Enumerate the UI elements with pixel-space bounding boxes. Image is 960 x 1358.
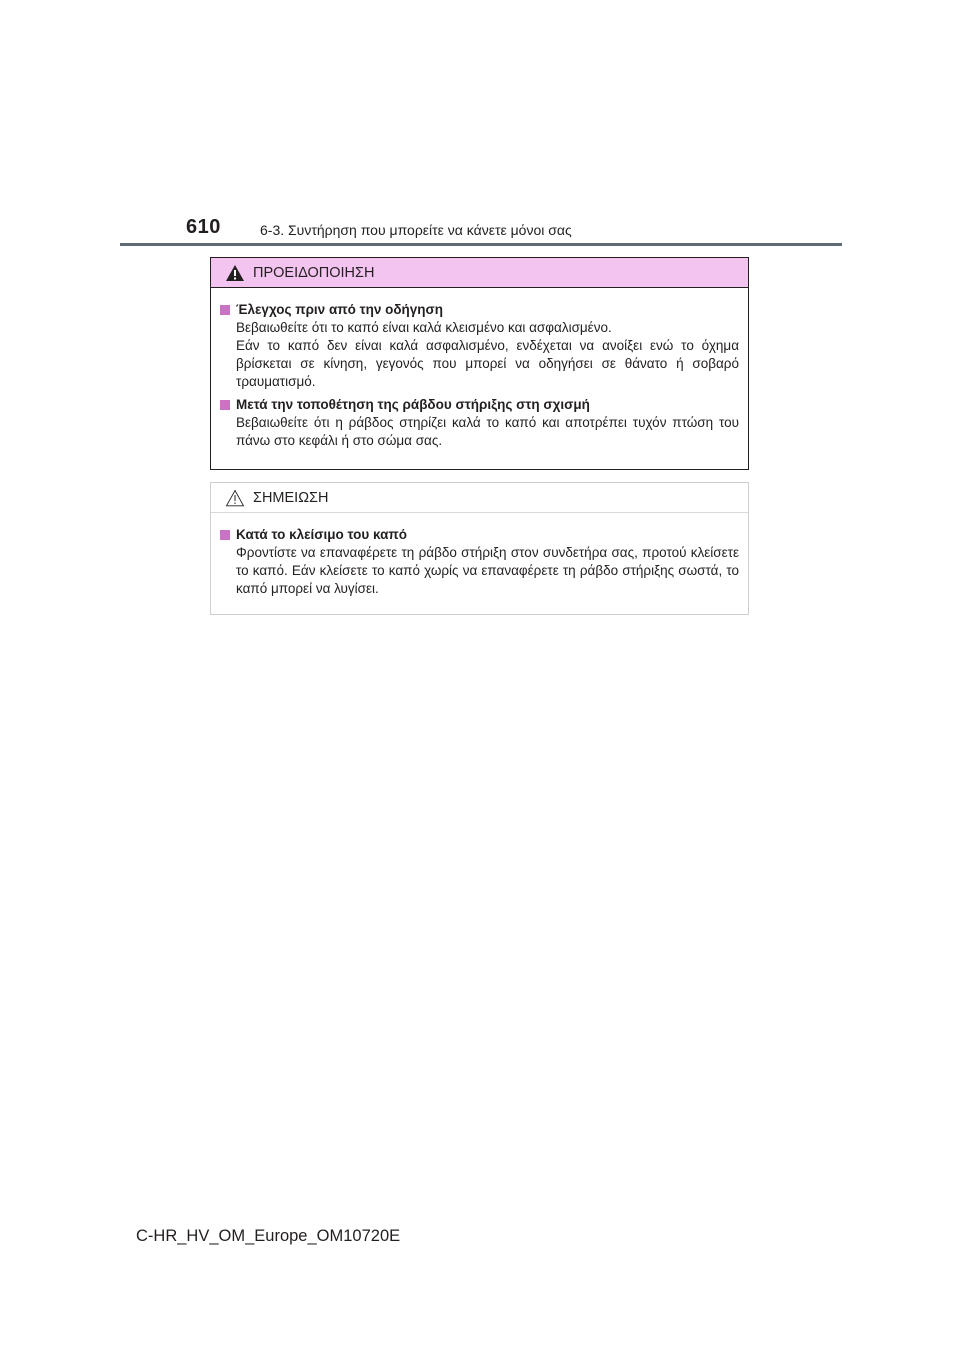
square-bullet-icon [220, 400, 230, 410]
note-item-heading-text: Κατά το κλείσιμο του καπό [236, 527, 407, 542]
note-item-heading [220, 527, 739, 542]
caution-triangle-outline-icon [225, 489, 245, 507]
warning-body [211, 288, 748, 450]
header-divider [120, 243, 842, 246]
square-bullet-icon [220, 530, 230, 540]
note-header [211, 483, 748, 513]
warning-item-heading [220, 302, 739, 317]
warning-item-paragraph: Βεβαιωθείτε ότι το καπό είναι καλά κλεισμένο και ασφαλισμένο. [236, 320, 612, 335]
note-body [211, 513, 748, 598]
warning-item-paragraph: Βεβαιωθείτε ότι η ράβδος στηρίζει καλά το καπό και αποτρέπει τυχόν πτώση του πάνω στο κεφάλι ή στο σώμα σας. [236, 415, 739, 448]
warning-triangle-icon [225, 264, 245, 282]
warning-item-heading-text: Έλεγχος πριν από την οδήγηση [236, 302, 444, 317]
square-bullet-icon [220, 305, 230, 315]
warning-box [210, 257, 749, 470]
note-title: ΣΗΜΕΙΩΣΗ [253, 489, 329, 506]
note-item-paragraph: Φροντίστε να επαναφέρετε τη ράβδο στήριξη στον συνδετήρα σας, προτού κλείσετε το καπό. Εάν κλείσετε το καπό χωρίς να επαναφέρετε τη ράβδο στήριξης σωστά, το καπό μπορεί να λυγίσει. [236, 545, 739, 596]
warning-header [211, 258, 748, 288]
warning-item-heading-text: Μετά την τοποθέτηση της ράβδου στήριξης στη σχισμή [236, 397, 590, 412]
warning-title: ΠΡΟΕΙΔΟΠΟΙΗΣΗ [253, 264, 375, 281]
warning-item-paragraph: Εάν το καπό δεν είναι καλά ασφαλισμένο, ενδέχεται να ανοίξει ενώ το όχημα βρίσκεται σε κίνηση, γεγονός που μπορεί να οδηγήσει σε θάνατο ή σοβαρό τραυματισμό. [236, 338, 739, 389]
section-title: 6-3. Συντήρηση που μπορείτε να κάνετε μόνοι σας [260, 222, 572, 238]
page-number: 610 [186, 216, 221, 238]
warning-item-heading [220, 397, 739, 412]
note-box [210, 482, 749, 615]
document-code: C-HR_HV_OM_Europe_OM10720E [136, 1227, 401, 1245]
